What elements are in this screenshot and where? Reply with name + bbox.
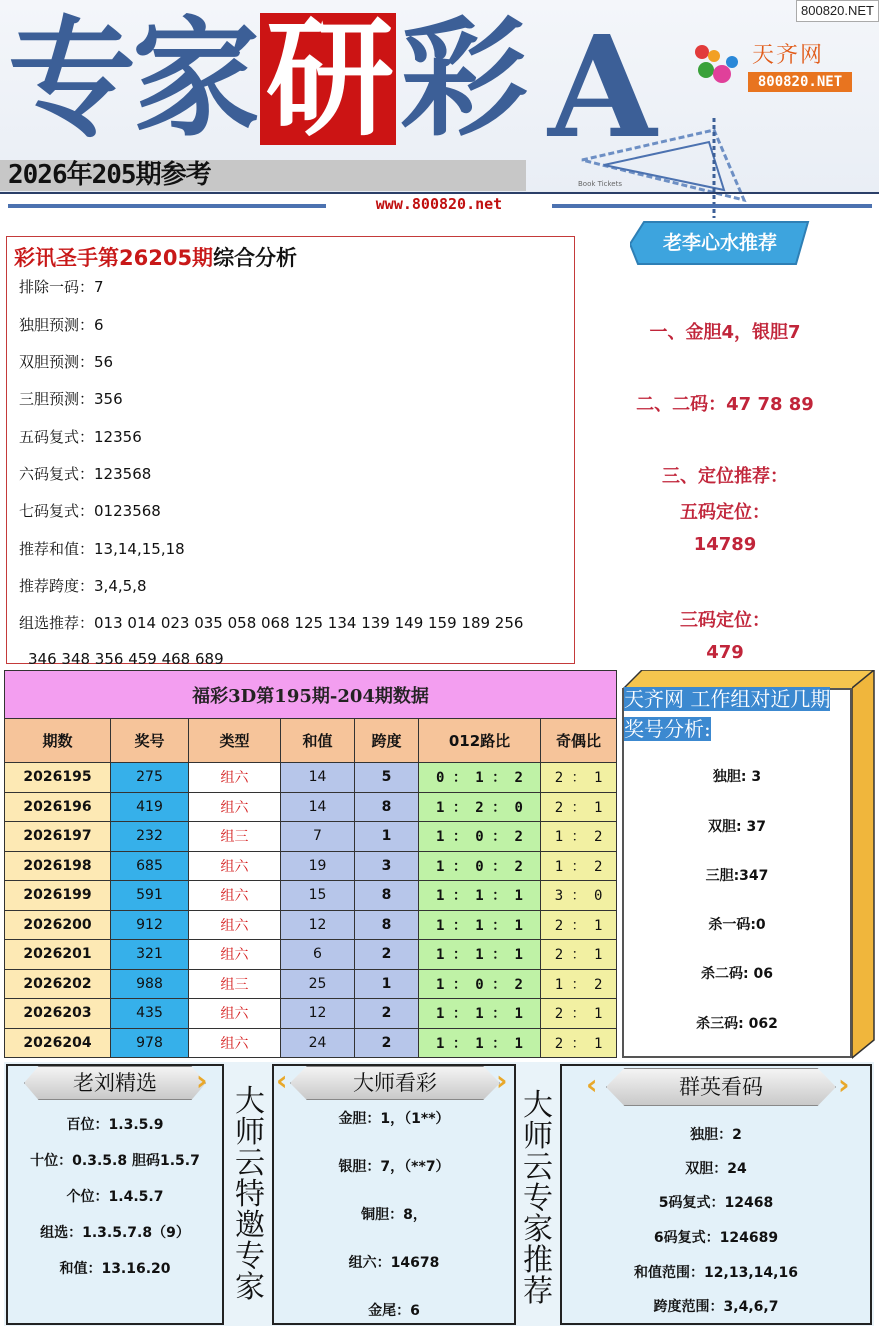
p1-row: 十位：0.3.5.8 胆码1.5.7 bbox=[30, 1153, 200, 1169]
odd-even-cell: 3 ： 0 bbox=[541, 881, 617, 911]
corner-site-badge[interactable]: 800820.NET bbox=[796, 0, 879, 22]
recommend-five-value: 14789 bbox=[693, 534, 757, 555]
header-divider bbox=[0, 192, 879, 194]
table-row bbox=[5, 881, 617, 911]
p2-row: 铜胆：8， bbox=[361, 1207, 427, 1223]
p3-row: 5码复式：12468 bbox=[658, 1195, 774, 1211]
sum-cell: 12 bbox=[281, 910, 355, 940]
analysis-value: 7 bbox=[94, 278, 104, 296]
cube-row: 杀三码: 062 bbox=[696, 1016, 778, 1032]
table-row bbox=[5, 969, 617, 999]
period-cell: 2026199 bbox=[5, 881, 111, 911]
chevron-right-icon: › bbox=[838, 1068, 850, 1101]
route-ratio-cell: 1 ： 1 ： 1 bbox=[419, 881, 541, 911]
type-cell: 组六 bbox=[189, 881, 281, 911]
table-header-cell: 类型 bbox=[189, 719, 281, 763]
table-row bbox=[5, 999, 617, 1029]
odd-even-cell: 2 ： 1 bbox=[541, 763, 617, 793]
analysis-value: 0123568 bbox=[94, 502, 161, 520]
analysis-value: 6 bbox=[94, 316, 104, 334]
route-ratio-cell: 1 ： 0 ： 2 bbox=[419, 969, 541, 999]
vertical-label-2: 大师云专家推荐 bbox=[523, 1088, 553, 1309]
p2-row: 银胆：7，（**7） bbox=[338, 1159, 450, 1175]
cube-row: 双胆: 37 bbox=[708, 819, 766, 835]
odd-even-cell: 2 ： 1 bbox=[541, 940, 617, 970]
table-header-cell: 奖号 bbox=[111, 719, 189, 763]
type-cell: 组六 bbox=[189, 910, 281, 940]
period-cell: 2026201 bbox=[5, 940, 111, 970]
analysis-row bbox=[19, 575, 147, 596]
type-cell: 组三 bbox=[189, 969, 281, 999]
analysis-label: 独胆预测： bbox=[19, 316, 95, 334]
odd-even-cell: 2 ： 1 bbox=[541, 910, 617, 940]
period-cell: 2026204 bbox=[5, 1028, 111, 1058]
sum-cell: 24 bbox=[281, 1028, 355, 1058]
route-ratio-cell: 1 ： 1 ： 1 bbox=[419, 999, 541, 1029]
chevron-left-icon: ‹ bbox=[276, 1064, 288, 1097]
cube-title bbox=[624, 684, 850, 744]
chevron-right-icon: › bbox=[496, 1064, 508, 1097]
table-header-cell: 奇偶比 bbox=[541, 719, 617, 763]
p2-row: 金胆：1，（1**） bbox=[338, 1111, 450, 1127]
chevron-right-icon: › bbox=[196, 1064, 208, 1097]
chevron-left-icon: ‹ bbox=[586, 1068, 598, 1101]
p2-row: 组六：14678 bbox=[348, 1255, 440, 1271]
sum-cell: 25 bbox=[281, 969, 355, 999]
analysis-row bbox=[19, 463, 151, 484]
route-ratio-cell: 1 ： 2 ： 0 bbox=[419, 792, 541, 822]
number-cell: 912 bbox=[111, 910, 189, 940]
analysis-continuation: 346 348 356 459 468 689 bbox=[28, 650, 224, 668]
span-cell: 2 bbox=[355, 1028, 419, 1058]
analysis-label: 六码复式： bbox=[19, 465, 95, 483]
analysis-row bbox=[19, 426, 142, 447]
route-ratio-cell: 0 ： 1 ： 2 bbox=[419, 763, 541, 793]
number-cell: 419 bbox=[111, 792, 189, 822]
table-row bbox=[5, 792, 617, 822]
span-cell: 1 bbox=[355, 969, 419, 999]
analysis-value: 013 014 023 035 058 068 125 134 139 149 159 189 256 bbox=[94, 614, 524, 632]
p3-row: 跨度范围：3,4,6,7 bbox=[653, 1299, 779, 1315]
period-cell: 2026203 bbox=[5, 999, 111, 1029]
p1-row: 个位：1.4.5.7 bbox=[66, 1189, 164, 1205]
span-cell: 3 bbox=[355, 851, 419, 881]
odd-even-cell: 1 ： 2 bbox=[541, 822, 617, 852]
p1-row: 和值：13.16.20 bbox=[59, 1261, 171, 1277]
analysis-row bbox=[19, 612, 523, 633]
cube-row: 三胆:347 bbox=[705, 868, 769, 884]
analysis-value: 13,14,15,18 bbox=[94, 540, 185, 558]
p3-row: 和值范围：12,13,14,16 bbox=[634, 1265, 798, 1281]
number-cell: 591 bbox=[111, 881, 189, 911]
analysis-label: 双胆预测： bbox=[19, 353, 95, 371]
logo-text-cn: 天齐网 bbox=[752, 43, 825, 68]
analysis-label: 推荐跨度： bbox=[19, 577, 95, 595]
recommend-banner: 老李心水推荐 bbox=[662, 232, 777, 254]
type-cell: 组六 bbox=[189, 999, 281, 1029]
laoliu-tag: 老刘精选 bbox=[73, 1071, 157, 1095]
type-cell: 组六 bbox=[189, 851, 281, 881]
span-cell: 1 bbox=[355, 822, 419, 852]
span-cell: 2 bbox=[355, 999, 419, 1029]
analysis-row bbox=[19, 276, 104, 297]
table-body bbox=[5, 763, 617, 1058]
recommend-line2: 二、二码：47 78 89 bbox=[636, 394, 814, 415]
analysis-label: 三胆预测： bbox=[19, 390, 95, 408]
route-ratio-cell: 1 ： 0 ： 2 bbox=[419, 851, 541, 881]
odd-even-cell: 2 ： 1 bbox=[541, 999, 617, 1029]
deco-text: Book Tickets bbox=[578, 180, 623, 188]
period-cell: 2026196 bbox=[5, 792, 111, 822]
dashi-panel bbox=[272, 1064, 516, 1325]
route-ratio-cell: 1 ： 0 ： 2 bbox=[419, 822, 541, 852]
site-url-link[interactable]: www.800820.net bbox=[375, 195, 503, 213]
number-cell: 321 bbox=[111, 940, 189, 970]
table-header-cell: 012路比 bbox=[419, 719, 541, 763]
sum-cell: 15 bbox=[281, 881, 355, 911]
analysis-row bbox=[19, 351, 113, 372]
analysis-panel bbox=[6, 236, 575, 664]
sum-cell: 14 bbox=[281, 763, 355, 793]
analysis-label: 排除一码： bbox=[19, 278, 95, 296]
number-cell: 978 bbox=[111, 1028, 189, 1058]
number-cell: 685 bbox=[111, 851, 189, 881]
analysis-label: 七码复式： bbox=[19, 502, 95, 520]
period-cell: 2026200 bbox=[5, 910, 111, 940]
route-ratio-cell: 1 ： 1 ： 1 bbox=[419, 940, 541, 970]
odd-even-cell: 1 ： 2 bbox=[541, 969, 617, 999]
analysis-value: 356 bbox=[94, 390, 123, 408]
type-cell: 组六 bbox=[189, 940, 281, 970]
analysis-row bbox=[19, 500, 161, 521]
recommend-three-label: 三码定位： bbox=[680, 610, 770, 631]
title-part1: 专家 bbox=[8, 4, 257, 154]
p2-row: 金尾：6 bbox=[368, 1303, 420, 1319]
odd-even-cell: 2 ： 1 bbox=[541, 1028, 617, 1058]
table-row bbox=[5, 851, 617, 881]
logo-text-en: 800820.NET bbox=[748, 72, 852, 92]
title-letter: A bbox=[548, 6, 657, 170]
period-cell: 2026202 bbox=[5, 969, 111, 999]
period-cell: 2026198 bbox=[5, 851, 111, 881]
sum-cell: 19 bbox=[281, 851, 355, 881]
p3-row: 独胆：2 bbox=[690, 1127, 742, 1143]
span-cell: 8 bbox=[355, 910, 419, 940]
recommend-line3: 三、定位推荐： bbox=[662, 466, 788, 487]
analysis-title bbox=[14, 242, 297, 272]
sum-cell: 12 bbox=[281, 999, 355, 1029]
number-cell: 435 bbox=[111, 999, 189, 1029]
analysis-row bbox=[19, 314, 104, 335]
table-header-row bbox=[5, 719, 617, 763]
table-caption: 福彩3D第195期-204期数据 bbox=[5, 671, 617, 719]
p1-row: 百位：1.3.5.9 bbox=[66, 1117, 164, 1133]
span-cell: 8 bbox=[355, 881, 419, 911]
table-header-cell: 跨度 bbox=[355, 719, 419, 763]
odd-even-cell: 1 ： 2 bbox=[541, 851, 617, 881]
route-ratio-cell: 1 ： 1 ： 1 bbox=[419, 1028, 541, 1058]
number-cell: 988 bbox=[111, 969, 189, 999]
analysis-label: 五码复式： bbox=[19, 428, 95, 446]
analysis-row bbox=[19, 538, 185, 559]
period-title: 2026年205期参考 bbox=[8, 160, 211, 190]
odd-even-cell: 2 ： 1 bbox=[541, 792, 617, 822]
recommend-five-label: 五码定位： bbox=[680, 502, 770, 523]
type-cell: 组六 bbox=[189, 792, 281, 822]
p3-row: 6码复式：124689 bbox=[653, 1230, 779, 1246]
cube-side-face bbox=[852, 670, 876, 1060]
table-row bbox=[5, 822, 617, 852]
title-part2: 彩 bbox=[400, 4, 525, 154]
draw-history-table bbox=[4, 670, 617, 1058]
analysis-row bbox=[19, 388, 123, 409]
analysis-label: 推荐和值： bbox=[19, 540, 95, 558]
table-row bbox=[5, 910, 617, 940]
vertical-label-1: 大师云特邀专家 bbox=[235, 1084, 265, 1305]
span-cell: 8 bbox=[355, 792, 419, 822]
analysis-value: 56 bbox=[94, 353, 114, 371]
sum-cell: 7 bbox=[281, 822, 355, 852]
data-table-wrap bbox=[4, 670, 616, 1060]
number-cell: 232 bbox=[111, 822, 189, 852]
analysis-label: 组选推荐： bbox=[19, 614, 95, 632]
cube-row: 杀二码: 06 bbox=[701, 966, 773, 982]
analysis-value: 12356 bbox=[94, 428, 142, 446]
table-row bbox=[5, 763, 617, 793]
span-cell: 5 bbox=[355, 763, 419, 793]
sum-cell: 14 bbox=[281, 792, 355, 822]
p3-row: 双胆：24 bbox=[685, 1161, 747, 1177]
title-boxed-char: 研 bbox=[260, 13, 396, 145]
rule-left bbox=[8, 204, 326, 208]
sum-cell: 6 bbox=[281, 940, 355, 970]
analysis-value: 123568 bbox=[94, 465, 152, 483]
recommend-three-value: 479 bbox=[706, 642, 744, 663]
rule-right bbox=[552, 204, 872, 208]
type-cell: 组六 bbox=[189, 763, 281, 793]
type-cell: 组三 bbox=[189, 822, 281, 852]
table-header-cell: 期数 bbox=[5, 719, 111, 763]
cube-row: 独胆: 3 bbox=[712, 769, 762, 785]
p1-row: 组选：1.3.5.7.8（9） bbox=[40, 1225, 190, 1241]
cube-row: 杀一码:0 bbox=[708, 917, 766, 933]
analysis-title-red: 彩讯圣手第26205期 bbox=[14, 246, 214, 270]
cube-title-text: 天齐网 工作组对近几期奖号分析: bbox=[624, 687, 831, 741]
table-row bbox=[5, 1028, 617, 1058]
type-cell: 组六 bbox=[189, 1028, 281, 1058]
period-cell: 2026197 bbox=[5, 822, 111, 852]
span-cell: 2 bbox=[355, 940, 419, 970]
analysis-title-black: 综合分析 bbox=[213, 246, 298, 270]
route-ratio-cell: 1 ： 1 ： 1 bbox=[419, 910, 541, 940]
table-row bbox=[5, 940, 617, 970]
qunying-tag: 群英看码 bbox=[679, 1075, 763, 1099]
dashi-tag: 大师看彩 bbox=[353, 1071, 437, 1095]
table-header-cell: 和值 bbox=[281, 719, 355, 763]
recommend-line1: 一、金胆4，银胆7 bbox=[649, 322, 801, 343]
period-cell: 2026195 bbox=[5, 763, 111, 793]
page-title bbox=[8, 4, 524, 154]
number-cell: 275 bbox=[111, 763, 189, 793]
analysis-value: 3,4,5,8 bbox=[94, 577, 147, 595]
